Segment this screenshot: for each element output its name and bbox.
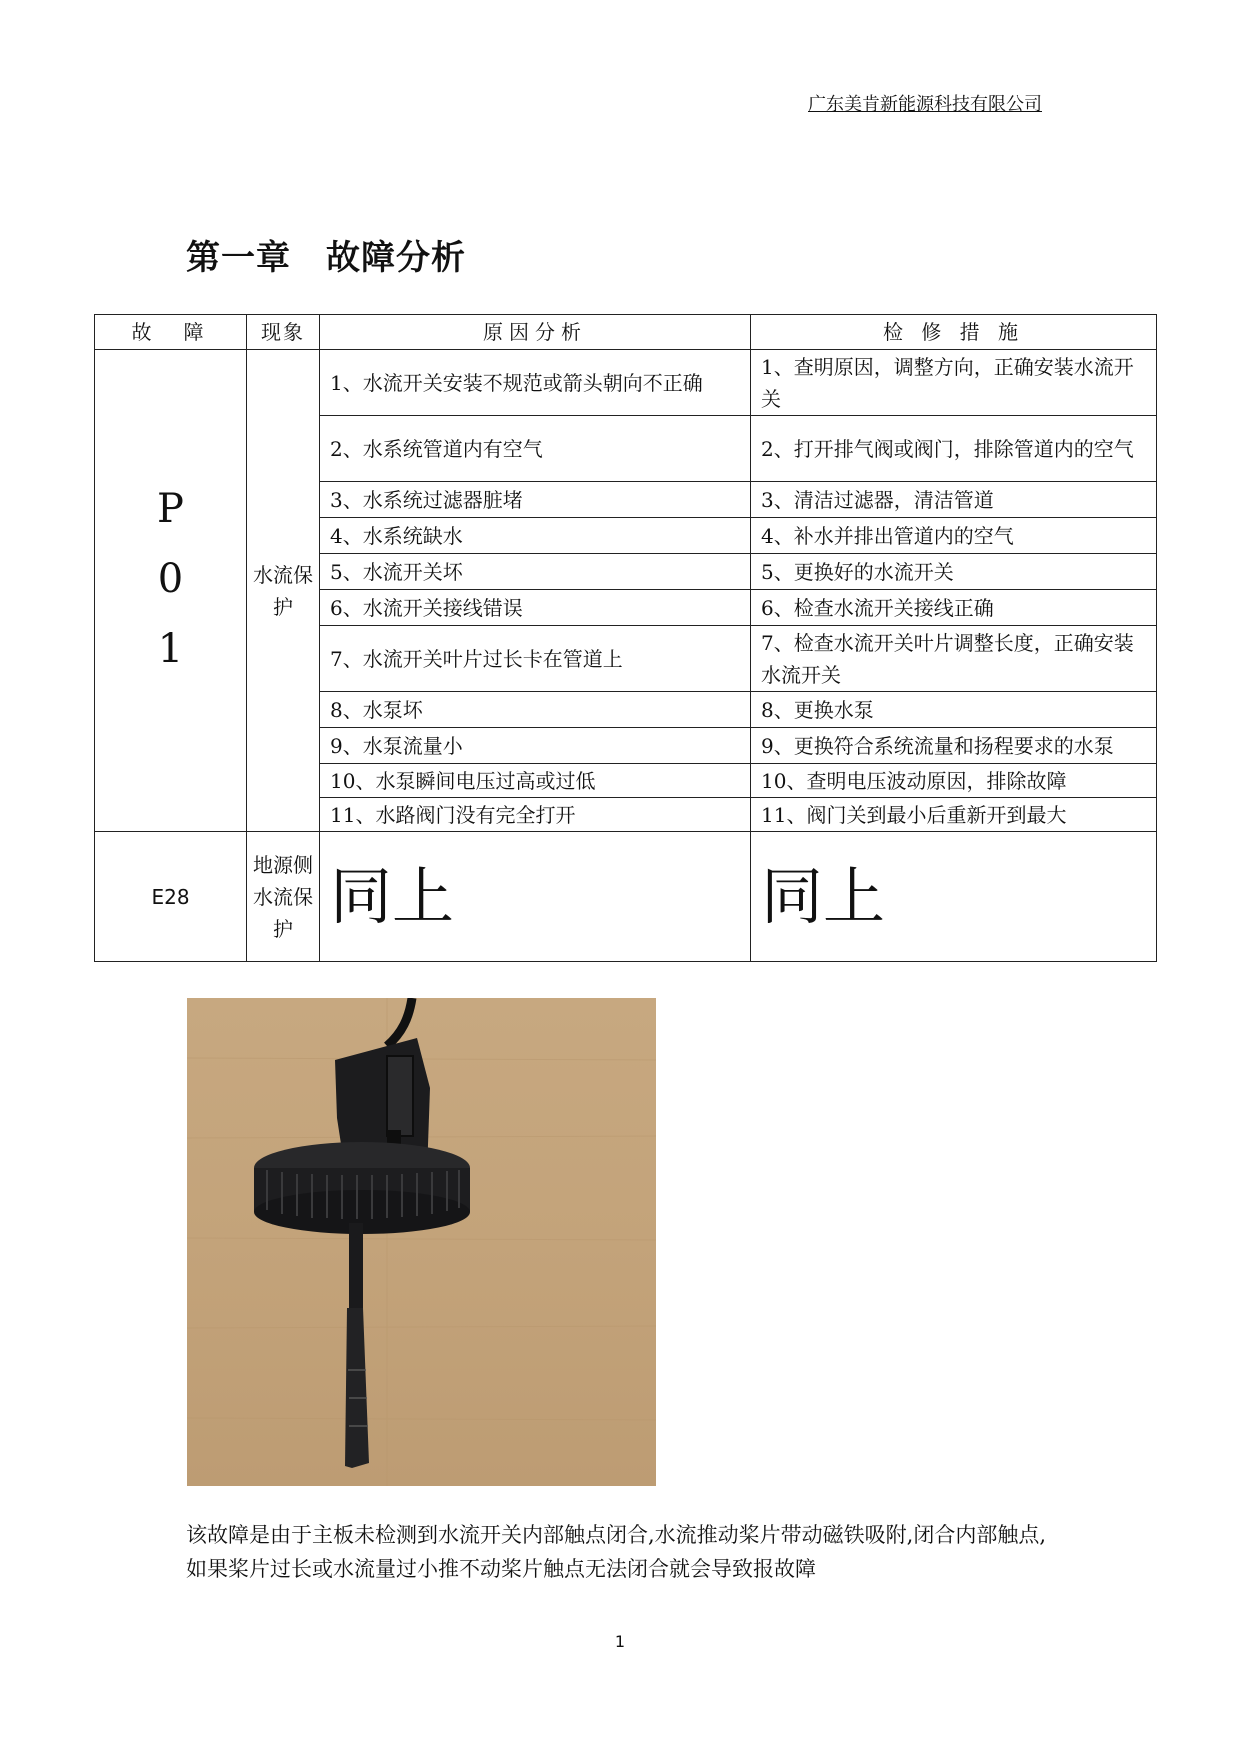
fix-e28: 同上 xyxy=(751,832,1157,962)
fix-cell: 6、检查水流开关接线正确 xyxy=(751,590,1157,626)
table-row-e28 xyxy=(95,832,1157,962)
cause-cell: 8、水泵坏 xyxy=(320,692,751,728)
chapter-title: 第一章 故障分析 xyxy=(186,238,466,278)
fault-code-p01 xyxy=(95,350,247,832)
cause-cell: 1、水流开关安装不规范或箭头朝向不正确 xyxy=(320,350,751,416)
cause-cell: 7、水流开关叶片过长卡在管道上 xyxy=(320,626,751,692)
fix-cell: 10、查明电压波动原因，排除故障 xyxy=(751,764,1157,798)
fault-table xyxy=(94,314,1157,962)
table-row xyxy=(95,350,1157,416)
header-cause: 原因分析 xyxy=(320,315,751,350)
cause-cell: 3、水系统过滤器脏堵 xyxy=(320,482,751,518)
cause-cell: 11、水路阀门没有完全打开 xyxy=(320,798,751,832)
cause-cell: 6、水流开关接线错误 xyxy=(320,590,751,626)
cause-cell: 4、水系统缺水 xyxy=(320,518,751,554)
table-header-row xyxy=(95,315,1157,350)
fix-cell: 4、补水并排出管道内的空气 xyxy=(751,518,1157,554)
fix-cell: 5、更换好的水流开关 xyxy=(751,554,1157,590)
cause-cell: 10、水泵瞬间电压过高或过低 xyxy=(320,764,751,798)
fix-cell: 1、查明原因，调整方向，正确安装水流开关 xyxy=(751,350,1157,416)
cause-cell: 5、水流开关坏 xyxy=(320,554,751,590)
fix-cell: 7、检查水流开关叶片调整长度，正确安装水流开关 xyxy=(751,626,1157,692)
fix-cell: 8、更换水泵 xyxy=(751,692,1157,728)
fix-cell: 11、阀门关到最小后重新开到最大 xyxy=(751,798,1157,832)
cause-cell: 2、水系统管道内有空气 xyxy=(320,416,751,482)
fault-code-e28: E28 xyxy=(95,832,247,962)
fault-code-p01-text: P01 xyxy=(147,485,194,696)
header-fix: 检 修 措 施 xyxy=(751,315,1157,350)
header-fault: 故 障 xyxy=(95,315,247,350)
header-phenomenon: 现象 xyxy=(247,315,320,350)
phenomenon-p01: 水流保护 xyxy=(247,350,320,832)
phenomenon-e28: 地源侧水流保护 xyxy=(247,832,320,962)
fix-cell: 2、打开排气阀或阀门，排除管道内的空气 xyxy=(751,416,1157,482)
cause-e28: 同上 xyxy=(320,832,751,962)
description-paragraph: 该故障是由于主板未检测到水流开关内部触点闭合,水流推动桨片带动磁铁吸附,闭合内部触点,如果桨片过长或水流量过小推不动桨片触点无法闭合就会导致报故障 xyxy=(186,1523,1047,1581)
fix-cell: 3、清洁过滤器，清洁管道 xyxy=(751,482,1157,518)
company-header: 广东美肯新能源科技有限公司 xyxy=(808,94,1042,115)
page-number: 1 xyxy=(614,1632,626,1651)
water-flow-switch-photo xyxy=(187,998,656,1486)
fix-cell: 9、更换符合系统流量和扬程要求的水泵 xyxy=(751,728,1157,764)
cause-cell: 9、水泵流量小 xyxy=(320,728,751,764)
